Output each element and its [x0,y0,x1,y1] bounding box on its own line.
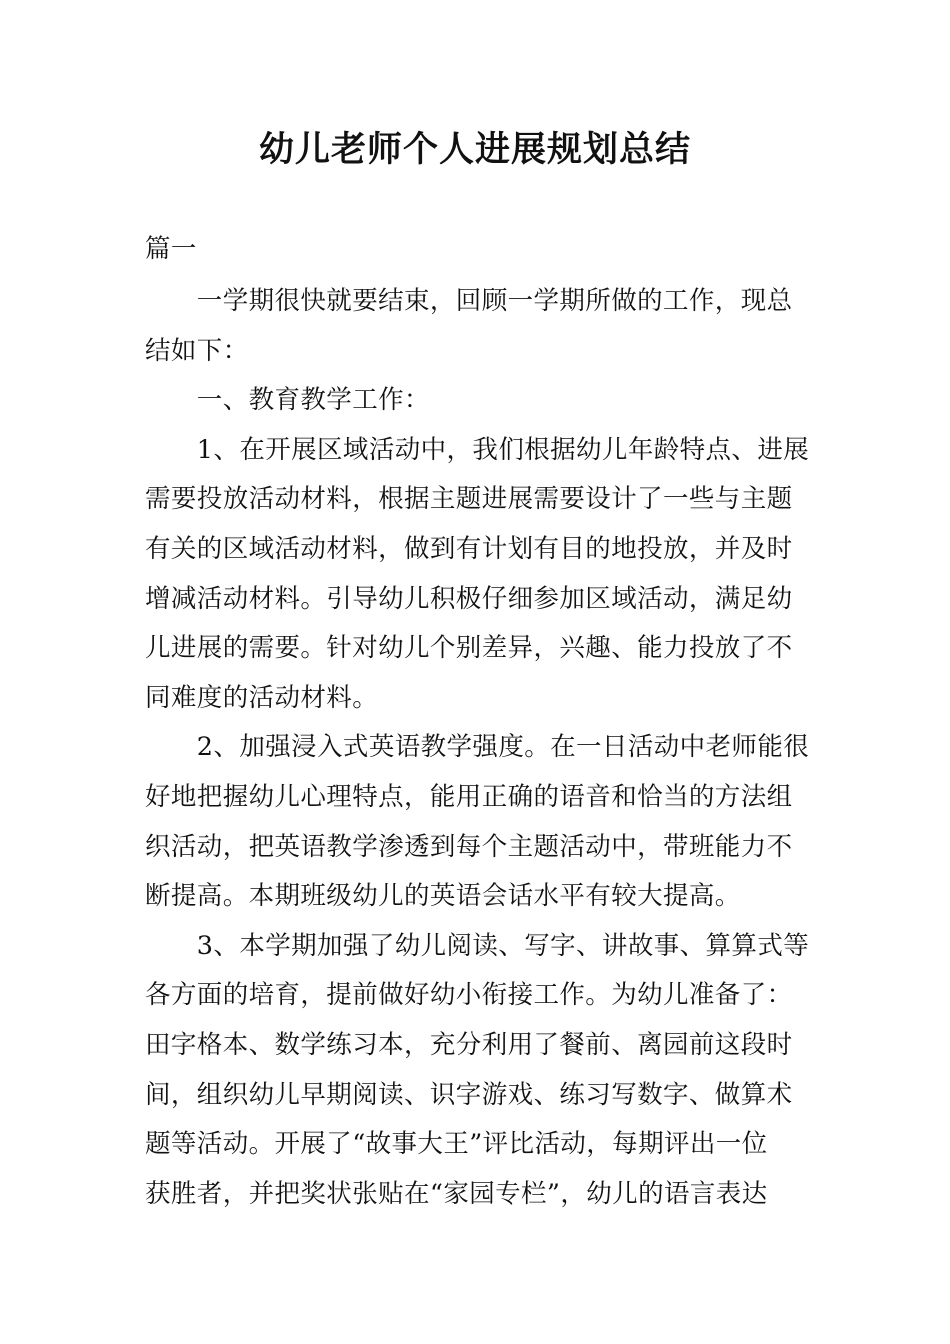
paragraph-line: 间，组织幼儿早期阅读、识字游戏、练习写数字、做算术 [145,1080,793,1110]
paragraph-line: 获胜者，并把奖状张贴在“家园专栏”，幼儿的语言表达 [145,1179,768,1209]
paragraph-line: 有关的区域活动材料，做到有计划有目的地投放，并及时 [145,534,793,564]
section-heading: 篇一 [145,234,197,264]
paragraph-line: 题等活动。开展了“故事大王”评比活动，每期评出一位 [145,1129,768,1159]
paragraph-line: 织活动，把英语教学渗透到每个主题活动中，带班能力不 [145,832,793,862]
paragraph-line: 结如下： [145,336,249,366]
paragraph-line: 2、加强浸入式英语教学强度。在一日活动中老师能很 [145,732,810,762]
paragraph-line: 增减活动材料。引导幼儿积极仔细参加区域活动，满足幼 [145,584,793,614]
paragraph-line: 同难度的活动材料。 [145,683,379,713]
paragraph-line: 一学期很快就要结束，回顾一学期所做的工作，现总 [145,286,793,316]
paragraph-line: 1、在开展区域活动中，我们根据幼儿年龄特点、进展 [145,435,810,465]
paragraph-line: 田字格本、数学练习本，充分利用了餐前、离园前这段时 [145,1030,793,1060]
document-title: 幼儿老师个人进展规划总结 [258,130,691,170]
paragraph-line: 各方面的培育，提前做好幼小衔接工作。为幼儿准备了： [145,980,793,1010]
subheading-line: 一、教育教学工作： [145,385,430,415]
paragraph-line: 3、本学期加强了幼儿阅读、写字、讲故事、算算式等 [145,931,810,961]
paragraph-line: 需要投放活动材料，根据主题进展需要设计了一些与主题 [145,484,793,514]
paragraph-line: 儿进展的需要。针对幼儿个别差异，兴趣、能力投放了不 [145,633,793,663]
paragraph-line: 好地把握幼儿心理特点，能用正确的语音和恰当的方法组 [145,782,793,812]
paragraph-line: 断提高。本期班级幼儿的英语会话水平有较大提高。 [145,881,741,911]
